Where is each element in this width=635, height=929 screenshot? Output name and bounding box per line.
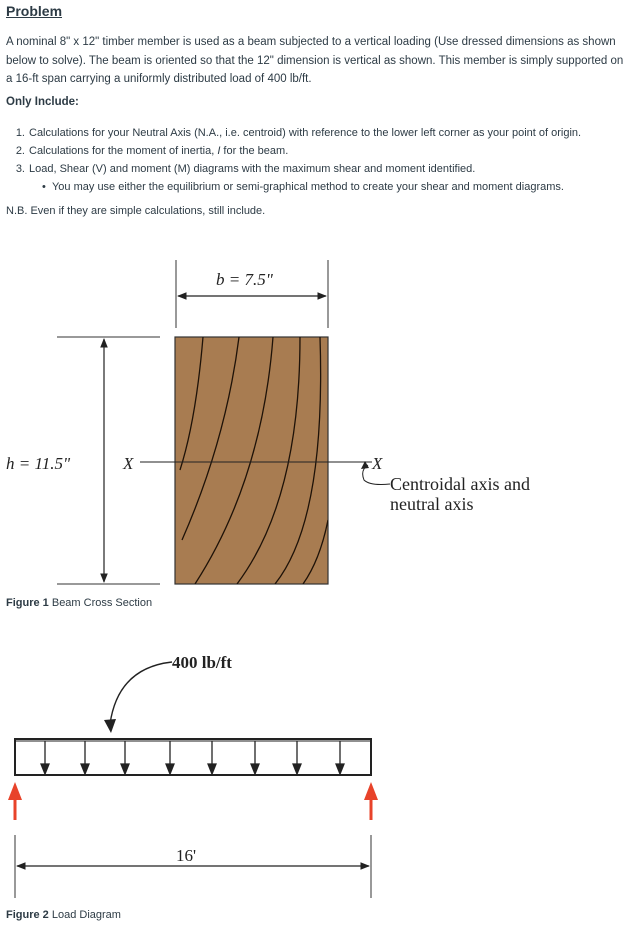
figure2-caption [6, 909, 121, 921]
list-text: Calculations for your Neutral Axis (N.A., i.e. centroid) with reference to the lower left corner as your point of origin. [29, 127, 582, 139]
bullet-icon: • [42, 181, 46, 193]
sub-list-text: You may use either the equilibrium or semi-graphical method to create your shear and moment diagrams. [51, 181, 564, 193]
inertia-symbol: I [217, 145, 221, 157]
list-text: for the beam. [220, 145, 289, 157]
left-reaction-arrow [8, 782, 22, 820]
list-number: 3. [15, 163, 25, 175]
figure1-title: Beam Cross Section [48, 597, 153, 609]
figure1-caption [6, 597, 152, 609]
load-label: 400 lb/ft [172, 653, 232, 672]
list-text: Load, Shear (V) and moment (M) diagrams with the maximum shear and moment identified. [29, 163, 476, 175]
span-label: 16' [176, 846, 197, 865]
axis-note-line2: neutral axis [390, 494, 474, 514]
problem-paragraph: A nominal 8" x 12" timber member is used as a beam subjected to a vertical loading (Use dressed dimensions as shown below to solve). The beam is oriented so that the 12" dimension is vertical as shown. This member is simply supported on a 16-ft span carrying a uniformly distributed load of 400 lb/ft. [6, 36, 624, 85]
width-label: b = 7.5" [216, 270, 273, 289]
nb-note: N.B. Even if they are simple calculations, still include. [6, 205, 266, 217]
requirements-list [6, 124, 634, 196]
list-text: Calculations for the moment of inertia, [29, 145, 218, 157]
only-include-title: Only Include: [6, 96, 79, 108]
axis-label-right: X [372, 454, 383, 473]
load-diagram-figure [0, 640, 635, 905]
list-number: 1. [15, 127, 25, 139]
list-item [6, 124, 634, 142]
list-item [6, 160, 634, 178]
list-number: 2. [15, 145, 25, 157]
figure1-number: Figure 1 [6, 597, 49, 609]
axis-note-line1: Centroidal axis and [390, 474, 530, 494]
height-label: h = 11.5" [6, 454, 71, 473]
right-reaction-arrow [364, 782, 378, 820]
axis-label-left: X [123, 454, 134, 473]
load-pointer-arrowhead [104, 719, 116, 733]
sub-list-item [6, 178, 634, 196]
figure2-title: Load Diagram [48, 909, 121, 921]
beam-cross-section-figure [0, 245, 635, 595]
load-pointer [110, 662, 172, 724]
figure2-number: Figure 2 [6, 909, 49, 921]
beam [15, 739, 371, 775]
list-item [6, 142, 634, 160]
problem-heading: Problem [6, 3, 63, 19]
